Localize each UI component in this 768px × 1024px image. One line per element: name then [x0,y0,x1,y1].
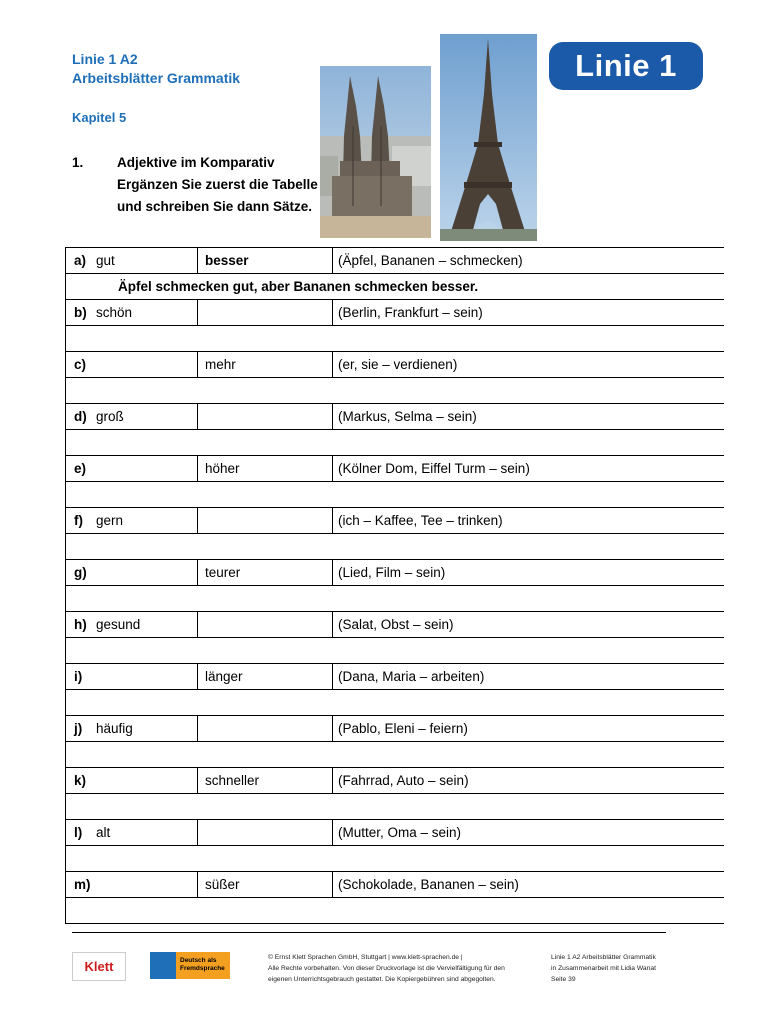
task-instruction-line-1: Ergänzen Sie zuerst die Tabelle [117,177,318,192]
adjective-cell[interactable] [66,508,198,533]
row-label: d) [74,409,87,424]
comparative-cell[interactable]: mehr [198,352,333,377]
adjective-text: schön [96,305,133,320]
row-label: h) [74,617,87,632]
example-sentence: Äpfel schmecken gut, aber Bananen schmecken besser. [118,279,479,294]
exercise-row [66,352,724,378]
adjective-cell[interactable] [66,300,198,325]
adjective-cell[interactable] [66,248,198,273]
exercise-row [66,716,724,742]
row-label: l) [74,825,83,840]
title-line-1: Linie 1 A2 [72,51,138,67]
answer-line[interactable] [66,846,724,872]
footer-divider [72,932,666,933]
comparative-cell[interactable]: schneller [198,768,333,793]
task-instruction-line-2: und schreiben Sie dann Sätze. [117,199,313,214]
linie-1-logo: Linie 1 [549,42,703,90]
answer-line[interactable] [66,378,724,404]
comparative-cell[interactable]: besser [198,248,333,273]
prompt-cell: (Dana, Maria – arbeiten) [338,669,485,684]
answer-line[interactable] [66,430,724,456]
comparative-cell[interactable]: süßer [198,872,333,897]
adjective-text: alt [96,825,111,840]
adjective-text: häufig [96,721,133,736]
klett-logo [72,952,126,981]
prompt-cell: (Kölner Dom, Eiffel Turm – sein) [338,461,530,476]
comparative-cell[interactable] [198,404,333,429]
comparative-cell[interactable] [198,508,333,533]
row-label: m) [74,877,91,892]
row-label: b) [74,305,87,320]
exercise-row [66,508,724,534]
footer-info-line-2: in Zusammenarbeit mit Lidia Wanat [551,965,656,972]
adjective-cell[interactable] [66,456,198,481]
row-label: a) [74,253,87,268]
comparative-cell[interactable] [198,300,333,325]
prompt-cell: (ich – Kaffee, Tee – trinken) [338,513,503,528]
adjective-cell[interactable] [66,768,198,793]
answer-line[interactable] [66,794,724,820]
task-title: Adjektive im Komparativ [117,155,275,170]
prompt-cell: (Schokolade, Bananen – sein) [338,877,519,892]
answer-line[interactable] [66,482,724,508]
adjective-cell[interactable] [66,716,198,741]
prompt-cell: (Markus, Selma – sein) [338,409,477,424]
adjective-cell[interactable] [66,872,198,897]
exercise-row [66,768,724,794]
exercise-row [66,664,724,690]
example-sentence-row [66,274,724,300]
row-label: e) [74,461,87,476]
adjective-text: gern [96,513,124,528]
footer-info-line-1: Linie 1 A2 Arbeitsblätter Grammatik [551,954,656,961]
copyright-line-2: Alle Rechte vorbehalten. Von dieser Druckvorlage ist die Vervielfältigung für den [268,965,505,972]
prompt-cell: (er, sie – verdienen) [338,357,458,372]
worksheet-title [72,50,240,88]
page-number: Seite 39 [551,976,576,983]
comparative-cell[interactable]: länger [198,664,333,689]
exercise-row [66,248,724,274]
adjective-cell[interactable] [66,560,198,585]
answer-line[interactable] [66,534,724,560]
comparative-cell[interactable] [198,716,333,741]
row-label: f) [74,513,83,528]
copyright-notice [268,952,505,985]
prompt-cell: (Salat, Obst – sein) [338,617,454,632]
adjective-cell[interactable] [66,612,198,637]
answer-line[interactable] [66,326,724,352]
daf-logo-line-2: Fremdsprache [180,965,225,972]
row-label: g) [74,565,87,580]
comparative-cell[interactable]: teurer [198,560,333,585]
row-label: c) [74,357,87,372]
exercise-row [66,872,724,898]
row-label: i) [74,669,83,684]
answer-line[interactable] [66,586,724,612]
row-label: j) [74,721,83,736]
prompt-cell: (Äpfel, Bananen – schmecken) [338,253,523,268]
exercise-row [66,456,724,482]
prompt-cell: (Fahrrad, Auto – sein) [338,773,469,788]
prompt-cell: (Pablo, Eleni – feiern) [338,721,468,736]
eiffel-tower-photo [440,34,537,241]
cologne-cathedral-photo [320,66,431,238]
comparative-cell[interactable] [198,612,333,637]
adjective-cell[interactable] [66,404,198,429]
daf-logo [150,952,230,979]
adjective-cell[interactable] [66,664,198,689]
adjective-text: gesund [96,617,141,632]
exercise-table [65,247,724,924]
klett-logo-text: Klett [84,959,114,974]
task-number: 1. [72,155,84,170]
adjective-cell[interactable] [66,352,198,377]
daf-logo-line-1: Deutsch als [180,957,217,964]
answer-line[interactable] [66,898,724,924]
exercise-row [66,560,724,586]
exercise-row [66,404,724,430]
prompt-cell: (Lied, Film – sein) [338,565,446,580]
exercise-row [66,612,724,638]
adjective-cell[interactable] [66,820,198,845]
adjective-text: gut [96,253,115,268]
comparative-cell[interactable]: höher [198,456,333,481]
copyright-line-3: eigenen Unterrichtsgebrauch gestattet. Die Kopiergebühren sind abgegolten. [268,976,496,983]
answer-line[interactable] [66,690,724,716]
exercise-row [66,820,724,846]
comparative-cell[interactable] [198,820,333,845]
exercise-row [66,300,724,326]
footer-info [551,952,656,985]
title-line-2: Arbeitsblätter Grammatik [72,70,241,86]
prompt-cell: (Berlin, Frankfurt – sein) [338,305,483,320]
row-label: k) [74,773,87,788]
answer-line[interactable] [66,742,724,768]
copyright-line-1: © Ernst Klett Sprachen GmbH, Stuttgart | www.klett-sprachen.de | [268,954,463,961]
answer-line[interactable] [66,638,724,664]
adjective-text: groß [96,409,124,424]
prompt-cell: (Mutter, Oma – sein) [338,825,462,840]
chapter-heading: Kapitel 5 [72,110,127,125]
